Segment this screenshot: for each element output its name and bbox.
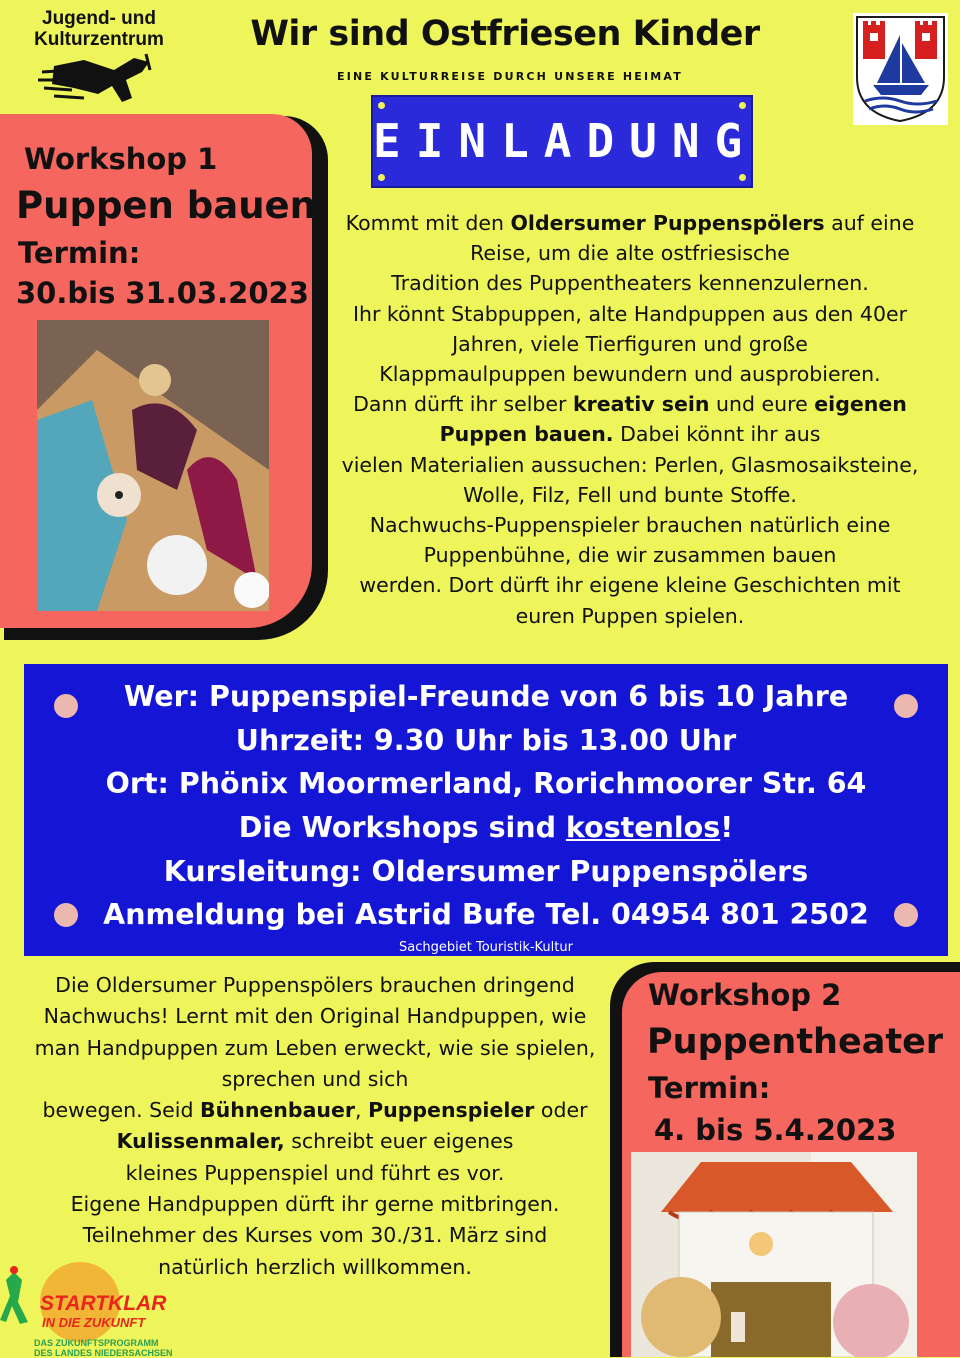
coat-of-arms-icon — [853, 13, 948, 125]
workshop2-date: 4. bis 5.4.2023 — [654, 1113, 897, 1147]
puppet-theater-photo — [631, 1152, 917, 1357]
startklar-tagline-1: DAS ZUKUNFTSPROGRAMM — [34, 1338, 159, 1348]
intro-line: Dann dürft ihr selber kreativ sein und eure eigenen — [353, 392, 907, 417]
info-uhrzeit: Uhrzeit: 9.30 Uhr bis 13.00 Uhr — [235, 724, 737, 757]
intro-line: Ihr könnt Stabpuppen, alte Handpuppen aus den 40er — [352, 301, 908, 326]
bottom-bold: Puppenspieler — [368, 1098, 535, 1123]
intro-bold: Puppen bauen. — [439, 422, 614, 447]
intro-line: Puppenbühne, die wir zusammen bauen — [423, 543, 837, 568]
bottom-line: kleines Puppenspiel und führt es vor. — [125, 1160, 505, 1185]
intro-bold: kreativ sein — [572, 392, 710, 417]
startklar-subtitle: IN DIE ZUKUNFT — [42, 1315, 146, 1330]
bottom-bold: Bühnenbauer — [200, 1098, 356, 1123]
intro-line: Reise, um die alte ostfriesische — [470, 241, 790, 266]
info-workshops-suffix: ! — [720, 811, 734, 844]
workshop2-name: Puppentheater — [647, 1022, 944, 1062]
intro-line: Jahren, viele Tierfiguren und große — [452, 331, 808, 356]
intro-text — [330, 208, 930, 631]
startklar-tagline-2: DES LANDES NIEDERSACHSEN — [34, 1348, 173, 1358]
intro-bold: Oldersumer Puppenspölers — [510, 211, 825, 235]
intro-bold: eigenen — [814, 392, 907, 417]
bottom-line: Kulissenmaler, schreibt euer eigenes — [116, 1129, 514, 1154]
startklar-logo — [0, 1262, 185, 1357]
coat-of-arms — [853, 13, 948, 125]
startklar-tagline — [34, 1338, 173, 1358]
intro-line: werden. Dort dürft ihr eigene kleine Geschichten mit — [359, 573, 901, 598]
bottom-text — [20, 970, 610, 1283]
bottom-line: Teilnehmer des Kurses vom 30./31. März sind — [82, 1223, 548, 1248]
bottom-line: Nachwuchs! Lernt mit den Original Handpuppen, wie — [43, 1004, 587, 1029]
intro-line: vielen Materialien aussuchen: Perlen, Glasmosaiksteine, — [341, 452, 919, 477]
logo-text-line2: Kulturzentrum — [34, 29, 164, 50]
workshop1-date: 30.bis 31.03.2023 — [16, 276, 309, 310]
workshop1-label: Workshop 1 — [24, 142, 218, 176]
info-box — [24, 664, 948, 956]
bottom-line: Eigene Handpuppen dürft ihr gerne mitbringen. — [70, 1192, 560, 1217]
intro-line: Tradition des Puppentheaters kennenzulernen. — [391, 271, 869, 296]
workshop2-termin-label: Termin: — [648, 1071, 771, 1105]
jugend-kulturzentrum-logo — [14, 6, 184, 116]
logo-text-line1: Jugend- und — [42, 8, 156, 29]
intro-line: Klappmaulpuppen bewundern und ausprobieren. — [379, 362, 881, 387]
workshop2-label: Workshop 2 — [648, 978, 842, 1012]
bottom-line: Die Oldersumer Puppenspölers brauchen dringend — [55, 973, 575, 997]
intro-line: euren Puppen spielen. — [515, 603, 745, 628]
subtitle: EINE KULTURREISE DURCH UNSERE HEIMAT — [336, 70, 683, 83]
workshop1-termin-label: Termin: — [18, 236, 141, 270]
bottom-line: man Handpuppen zum Leben erweckt, wie sie spielen, — [34, 1035, 596, 1060]
info-anmeldung: Anmeldung bei Astrid Bufe Tel. 04954 801 2502 — [103, 898, 869, 931]
intro-line: Puppen bauen. Dabei könnt ihr aus — [439, 422, 821, 447]
info-ort: Ort: Phönix Moormerland, Rorichmoorer Str. 64 — [105, 767, 867, 800]
bottom-line: natürlich herzlich willkommen. — [158, 1254, 472, 1279]
bottom-bold: Kulissenmaler, — [116, 1129, 285, 1154]
info-workshops — [24, 811, 948, 844]
puppets-photo — [37, 320, 269, 611]
intro-line: Kommt mit den Oldersumer Puppenspölers auf eine — [345, 211, 915, 235]
running-figure-icon — [14, 6, 184, 116]
info-wer: Wer: Puppenspiel-Freunde von 6 bis 10 Jahre — [123, 680, 849, 713]
startklar-title: STARTKLAR — [40, 1292, 167, 1315]
info-footer: Sachgebiet Touristik-Kultur — [399, 940, 573, 955]
bottom-line: sprechen und sich — [221, 1066, 409, 1091]
intro-line: Wolle, Filz, Fell und bunte Stoffe. — [463, 482, 797, 507]
workshop1-name: Puppen bauen — [16, 184, 316, 227]
kostenlos-link[interactable]: kostenlos — [565, 811, 721, 844]
intro-line: Nachwuchs-Puppenspieler brauchen natürlich eine — [369, 513, 891, 538]
info-kursleitung: Kursleitung: Oldersumer Puppenspölers — [163, 855, 809, 888]
bottom-line: bewegen. Seid Bühnenbauer, Puppenspieler oder — [42, 1098, 588, 1123]
main-title: Wir sind Ostfriesen Kinder — [250, 14, 760, 54]
info-workshops-prefix: Die Workshops sind — [238, 811, 566, 844]
einladung-text: EINLADUNG — [373, 114, 758, 168]
einladung-banner — [371, 95, 758, 188]
